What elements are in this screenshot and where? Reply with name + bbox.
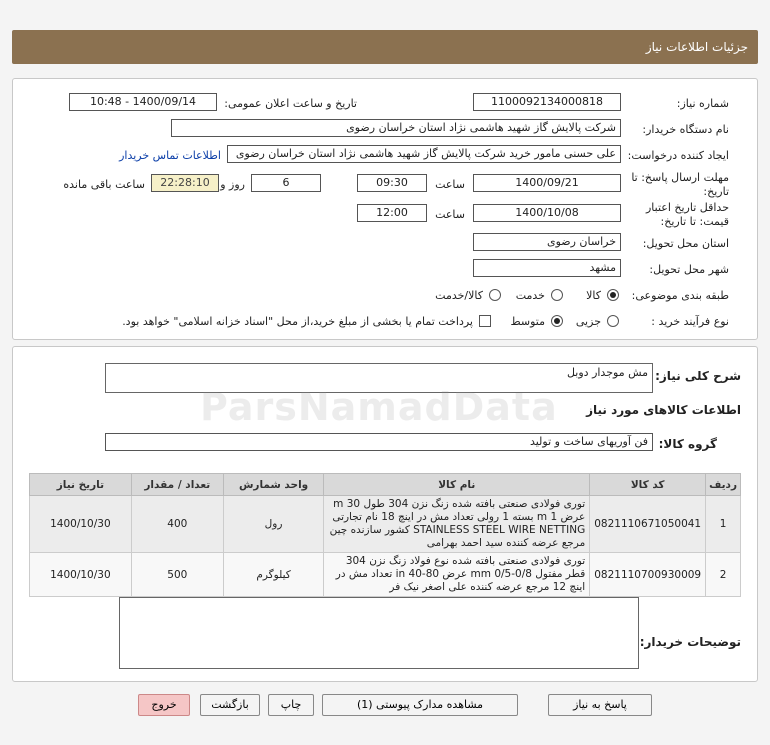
col-code: کد کالا xyxy=(590,474,706,496)
reply-button[interactable]: پاسخ به نیاز xyxy=(548,694,652,716)
goods-section-title: اطلاعات کالاهای مورد نیاز xyxy=(586,403,741,417)
province-field: خراسان رضوی xyxy=(473,233,621,251)
buyer-notes-label: توضیحات خریدار: xyxy=(639,635,741,649)
category-radio-goods-service[interactable] xyxy=(489,289,501,301)
announce-field: 1400/09/14 - 10:48 xyxy=(69,93,217,111)
row-unit: رول xyxy=(223,496,323,553)
row-qty: 400 xyxy=(131,496,223,553)
validity-date-field: 1400/10/08 xyxy=(473,204,621,222)
row-code: 0821110700930009 xyxy=(590,553,706,597)
category-option-service: خدمت xyxy=(515,289,545,302)
need-number-field: 1100092134000818 xyxy=(473,93,621,111)
page-header xyxy=(12,30,758,64)
validity-time-field: 12:00 xyxy=(357,204,427,222)
deadline-time-label: ساعت xyxy=(435,178,465,191)
city-label: شهر محل تحویل: xyxy=(649,263,729,276)
row-unit: کیلوگرم xyxy=(223,553,323,597)
category-label: طبقه بندی موضوعی: xyxy=(631,289,729,302)
need-info-panel xyxy=(12,78,758,340)
buyer-notes-field xyxy=(119,597,639,669)
goods-group-field: فن آوریهای ساخت و تولید xyxy=(105,433,653,451)
row-date: 1400/10/30 xyxy=(30,496,132,553)
remaining-label: ساعت باقی مانده xyxy=(63,178,145,191)
announce-label: تاریخ و ساعت اعلان عمومی: xyxy=(224,97,357,110)
deadline-date-field: 1400/09/21 xyxy=(473,174,621,192)
payment-note: پرداخت تمام یا بخشی از مبلغ خرید،از محل "اسناد خزانه اسلامی" خواهد بود. xyxy=(122,315,473,328)
goods-table xyxy=(29,473,741,597)
summary-label: شرح کلی نیاز: xyxy=(655,369,741,383)
goods-table-header xyxy=(30,474,741,496)
col-qty: تعداد / مقدار xyxy=(131,474,223,496)
row-name: توری فولادی صنعتی بافته شده زنگ نزن 304 طول 30 m عرض 1 m بسته 1 رولی تعداد مش در اینچ 18 نام تجارتی STAINLESS STEEL WIRE NETTING کشور سازنده چین مرجع عرضه کننده سید احمد بهرامی xyxy=(324,496,590,553)
category-option-goods-service: کالا/خدمت xyxy=(435,289,483,302)
col-name: نام کالا xyxy=(324,474,590,496)
category-radio-service[interactable] xyxy=(551,289,563,301)
row-date: 1400/10/30 xyxy=(30,553,132,597)
need-number-label: شماره نیاز: xyxy=(676,97,729,110)
row-qty: 500 xyxy=(131,553,223,597)
process-option-minor: جزیی xyxy=(575,315,601,328)
city-field: مشهد xyxy=(473,259,621,277)
process-option-medium: متوسط xyxy=(510,315,545,328)
days-field: 6 xyxy=(251,174,321,192)
deadline-label-date: تاریخ: xyxy=(703,185,729,198)
process-radio-medium[interactable] xyxy=(551,315,563,327)
view-attachments-button[interactable]: مشاهده مدارک پیوستی (1) xyxy=(322,694,518,716)
need-details-panel xyxy=(12,346,758,682)
buyer-org-field: شرکت پالایش گاز شهید هاشمی نژاد استان خراسان رضوی xyxy=(171,119,621,137)
exit-button[interactable]: خروج xyxy=(138,694,190,716)
col-date: تاریخ نیاز xyxy=(30,474,132,496)
goods-group-label: گروه کالا: xyxy=(658,437,717,451)
validity-label: حداقل تاریخ اعتبار xyxy=(645,201,729,214)
process-radio-minor[interactable] xyxy=(607,315,619,327)
buyer-contact-link[interactable]: اطلاعات تماس خریدار xyxy=(119,149,221,162)
col-index: ردیف xyxy=(706,474,741,496)
print-button[interactable]: چاپ xyxy=(268,694,314,716)
validity-time-label: ساعت xyxy=(435,208,465,221)
summary-field: مش موجدار دوبل xyxy=(105,363,653,393)
deadline-time-field: 09:30 xyxy=(357,174,427,192)
col-unit: واحد شمارش xyxy=(223,474,323,496)
category-radio-goods[interactable] xyxy=(607,289,619,301)
deadline-label: مهلت ارسال پاسخ: تا xyxy=(631,171,729,184)
row-code: 0821110671050041 xyxy=(590,496,706,553)
table-row xyxy=(30,553,741,597)
validity-label-date: قیمت: تا تاریخ: xyxy=(660,215,729,228)
row-name: توری فولادی صنعتی بافته شده نوع فولاد زنگ نزن 304 قطر مفتول 0/8-0/5 mm عرض 80-40 in تعداد مش در اینچ 12 مرجع عرضه کننده علی اصغر نیک فر xyxy=(324,553,590,597)
province-label: استان محل تحویل: xyxy=(642,237,729,250)
creator-label: ایجاد کننده درخواست: xyxy=(627,149,729,162)
row-index: 1 xyxy=(706,496,741,553)
days-label: روز و xyxy=(220,178,245,191)
page-title: جزئیات اطلاعات نیاز xyxy=(645,40,748,54)
treasury-checkbox[interactable] xyxy=(479,315,491,327)
row-index: 2 xyxy=(706,553,741,597)
creator-field: علی حسنی مامور خرید شرکت پالایش گاز شهید هاشمی نژاد استان خراسان رضوی xyxy=(227,145,621,163)
back-button[interactable]: بازگشت xyxy=(200,694,260,716)
process-label: نوع فرآیند خرید : xyxy=(651,315,729,328)
buyer-org-label: نام دستگاه خریدار: xyxy=(642,123,729,136)
remaining-time-field: 22:28:10 xyxy=(151,174,219,192)
table-row xyxy=(30,496,741,553)
category-option-goods: کالا xyxy=(586,289,601,302)
